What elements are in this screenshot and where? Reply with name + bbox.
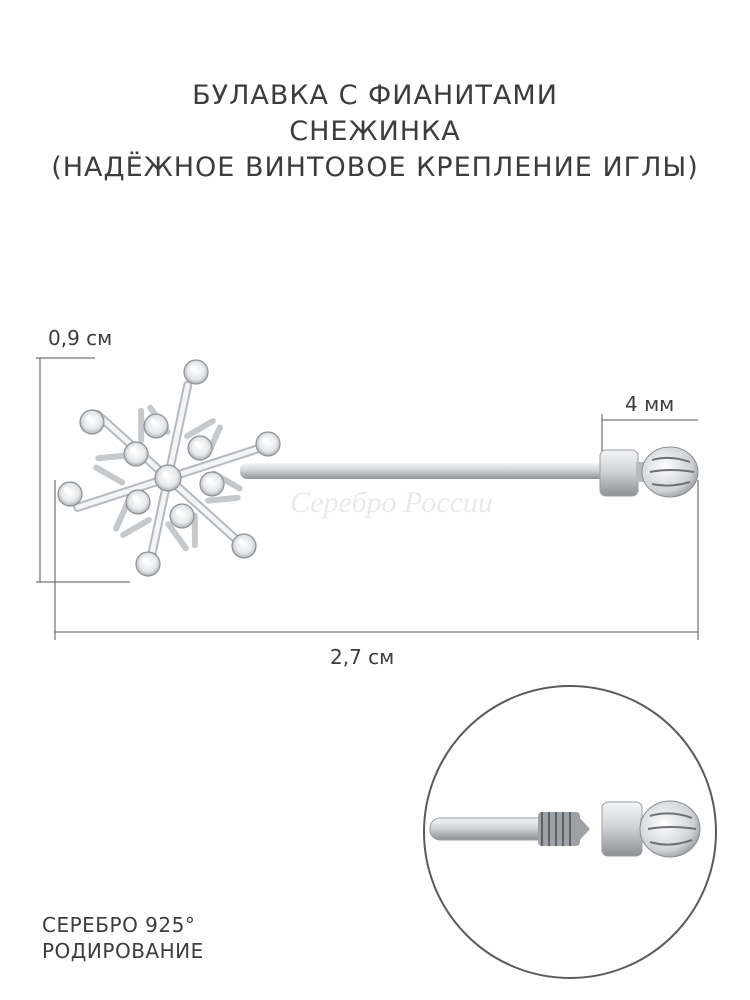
height-label: 0,9 см	[48, 326, 113, 350]
detail-circle	[424, 686, 716, 978]
title-line-1: БУЛАВКА С ФИАНИТАМИ	[192, 80, 558, 111]
clasp-size-label: 4 мм	[625, 392, 675, 416]
title-line-2: СНЕЖИНКА	[289, 116, 461, 147]
length-label: 2,7 см	[330, 645, 395, 669]
clasp-dimension-line	[602, 414, 698, 455]
detail-clasp-cap	[602, 801, 700, 857]
material-label: СЕРЕБРО 925°	[42, 913, 196, 937]
pin-needle	[240, 463, 608, 479]
screw-thread	[538, 812, 590, 846]
clasp-cap	[600, 447, 698, 497]
watermark-text: Серебро России	[290, 486, 493, 519]
material-info	[42, 912, 204, 964]
title-line-3: (НАДЁЖНОЕ ВИНТОВОЕ КРЕПЛЕНИЕ ИГЛЫ)	[51, 152, 699, 183]
height-dimension-line	[36, 358, 130, 582]
coating-label: РОДИРОВАНИЕ	[42, 939, 204, 963]
